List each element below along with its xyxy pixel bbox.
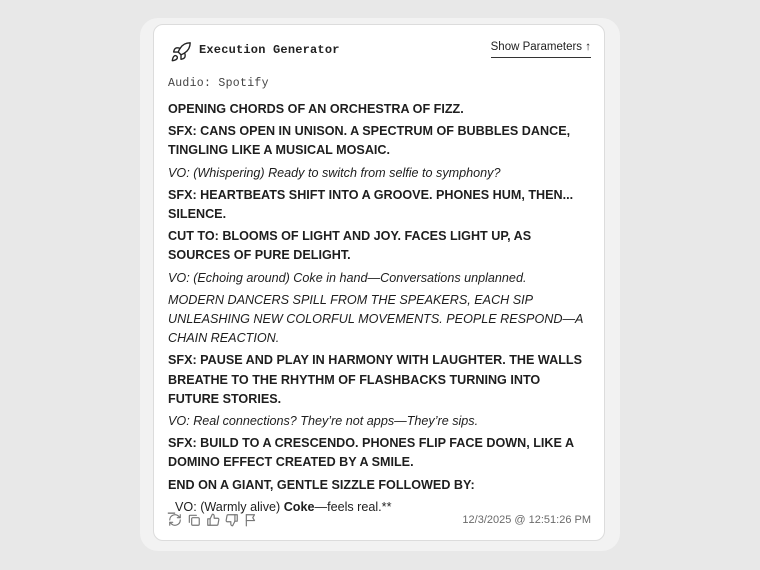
rocket-icon — [170, 41, 192, 63]
script-line: SFX: HEARTBEATS SHIFT INTO A GROOVE. PHONES HUM, THEN... SILENCE. — [168, 187, 574, 222]
script-line-bold: Coke — [283, 499, 315, 514]
card-footer — [168, 513, 591, 529]
card-header — [168, 41, 591, 65]
script-line-suffix: —feels real.** — [314, 499, 392, 514]
thumbs-down-icon[interactable] — [225, 513, 239, 527]
action-toolbar — [168, 513, 258, 527]
script-line: SFX: BUILD TO A CRESCENDO. PHONES FLIP FACE DOWN, LIKE A DOMINO EFFECT CREATED BY A SMILE. — [168, 436, 574, 470]
refresh-icon[interactable] — [168, 513, 182, 527]
script-line: OPENING CHORDS OF AN ORCHESTRA OF FIZZ. — [168, 102, 464, 116]
show-parameters-button[interactable]: Show Parameters ↑ — [491, 41, 591, 58]
timestamp: 12/3/2025 @ 12:51:26 PM — [462, 514, 591, 526]
script-line: VO: Real connections? They’re not apps—They’re sips. — [168, 414, 479, 429]
script-content — [168, 100, 593, 520]
script-line: VO: (Echoing around) Coke in hand—Conversations unplanned. — [168, 270, 527, 285]
script-line: MODERN DANCERS SPILL FROM THE SPEAKERS, EACH SIP UNLEASHING NEW COLORFUL MOVEMENTS. PEOPLE RESPOND—A CHAIN REACTION. — [168, 292, 583, 346]
script-line: VO: (Whispering) Ready to switch from selfie to symphony? — [168, 165, 501, 180]
message-card — [153, 24, 605, 541]
thumbs-up-icon[interactable] — [206, 513, 220, 527]
script-line-prefix: _VO: (Warmly alive) — [168, 499, 284, 514]
script-line: CUT TO: BLOOMS OF LIGHT AND JOY. FACES LIGHT UP, AS SOURCES OF PURE DELIGHT. — [168, 229, 532, 263]
script-line: SFX: PAUSE AND PLAY IN HARMONY WITH LAUGHTER. THE WALLS BREATHE TO THE RHYTHM OF FLASHBACKS TURNING INTO FUTURE STORIES. — [168, 353, 582, 406]
script-line: SFX: CANS OPEN IN UNISON. A SPECTRUM OF BUBBLES DANCE, TINGLING LIKE A MUSICAL MOSAIC. — [168, 124, 571, 158]
script-line: END ON A GIANT, GENTLE SIZZLE FOLLOWED BY: — [168, 477, 475, 492]
copy-icon[interactable] — [187, 513, 201, 527]
flag-icon[interactable] — [244, 513, 258, 527]
page-title: Execution Generator — [199, 43, 340, 57]
audio-label: Audio: Spotify — [168, 77, 269, 90]
